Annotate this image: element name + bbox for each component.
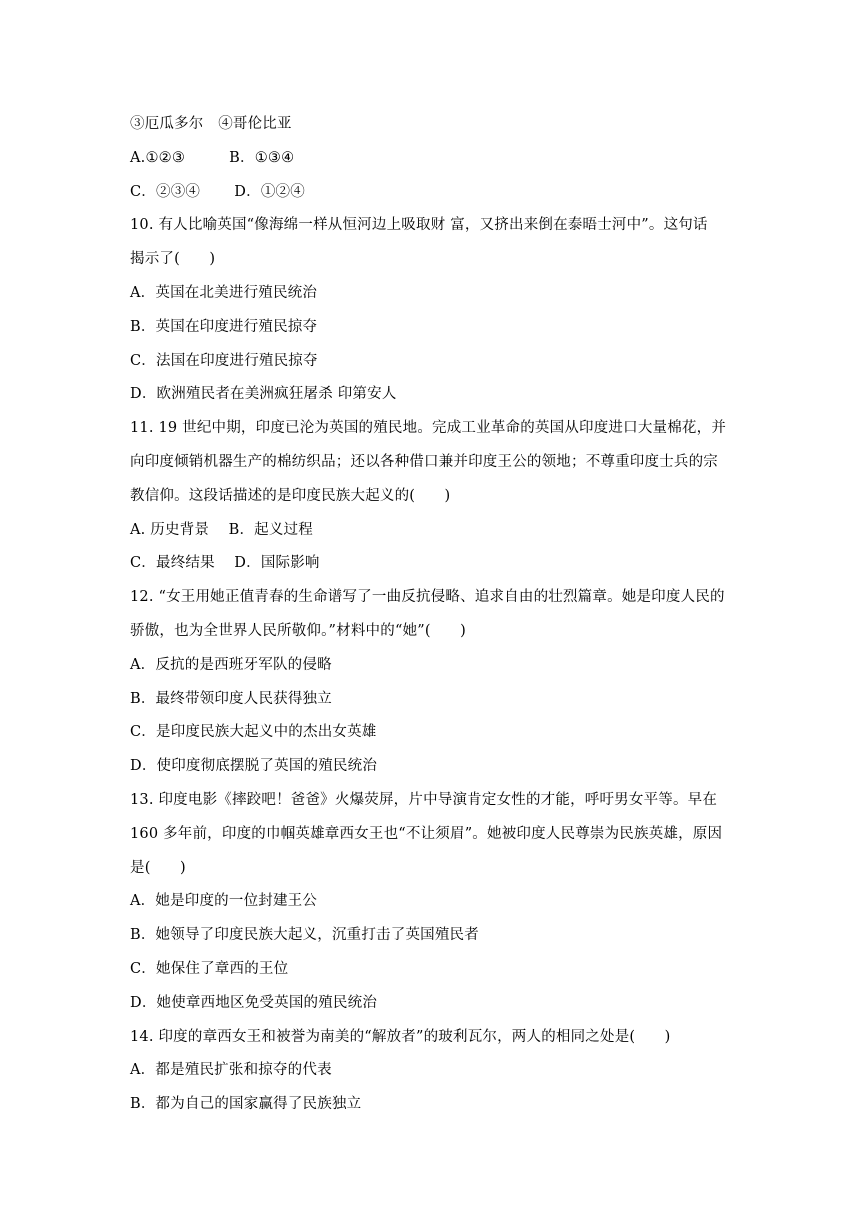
question-14-stem: 14. 印度的章西女王和被誉为南美的“解放者”的玻利瓦尔，两人的相同之处是( ) — [130, 1028, 671, 1045]
question-14-option-b: B．都为自己的国家赢得了民族独立 — [130, 1096, 362, 1113]
question-10-option-d: D．欧洲殖民者在美洲疯狂屠杀 印第安人 — [130, 386, 397, 403]
question-10-option-b: B．英国在印度进行殖民掠夺 — [130, 318, 318, 335]
question-11-stem-cont: 向印度倾销机器生产的棉纺织品；还以各种借口兼并印度王公的领地；不尊重印度士兵的宗 — [130, 453, 718, 470]
question-12-option-a: A．反抗的是西班牙军队的侵略 — [130, 656, 332, 673]
question-13-option-a: A．她是印度的一位封建王公 — [130, 893, 318, 910]
question-12-stem-cont: 骄傲，也为全世界人民所敬仰。”材料中的“她”( ) — [130, 622, 467, 639]
question-11-stem: 11. 19 世纪中期，印度已沦为英国的殖民地。完成工业革命的英国从印度进口大量棉花，并 — [130, 420, 727, 437]
question-10-option-c: C．法国在印度进行殖民掠夺 — [130, 352, 318, 369]
option-line-q9-c-d: C．②③④ D．①②④ — [130, 183, 305, 200]
question-11-stem-cont-2: 教信仰。这段话描述的是印度民族大起义的( ) — [130, 487, 451, 504]
option-line-q9-3-4: ③厄瓜多尔 ④哥伦比亚 — [130, 116, 292, 132]
question-10-option-a: A．英国在北美进行殖民统治 — [130, 284, 318, 301]
question-12-stem: 12. “女王用她正值青春的生命谱写了一曲反抗侵略、追求自由的壮烈篇章。她是印度人民的 — [130, 589, 725, 606]
question-10-stem-cont: 揭示了( ) — [130, 251, 216, 268]
question-13-option-b: B．她领导了印度民族大起义，沉重打击了英国殖民者 — [130, 927, 479, 944]
question-13-stem-cont-2: 是( ) — [130, 859, 186, 876]
question-12-option-d: D．使印度彻底摆脱了英国的殖民统治 — [130, 758, 378, 775]
question-14-option-a: A．都是殖民扩张和掠夺的代表 — [130, 1062, 332, 1079]
question-12-option-c: C．是印度民族大起义中的杰出女英雄 — [130, 724, 377, 741]
question-12-option-b: B．最终带领印度人民获得独立 — [130, 690, 332, 707]
question-11-options-c-d: C．最终结果 D．国际影响 — [130, 555, 320, 572]
option-line-q9-a-b: A.①②③ B．①③④ — [130, 149, 295, 166]
question-13-stem-cont: 160 多年前，印度的巾帼英雄章西女王也“不让须眉”。她被印度人民尊崇为民族英雄，原因 — [130, 825, 723, 842]
question-11-options-a-b: A. 历史背景 B．起义过程 — [130, 521, 313, 538]
question-13-option-d: D．她使章西地区免受英国的殖民统治 — [130, 994, 378, 1011]
question-10-stem: 10. 有人比喻英国“像海绵一样从恒河边上吸取财 富，又挤出来倒在泰晤士河中”。这句话 — [130, 217, 708, 234]
question-13-option-c: C．她保住了章西的王位 — [130, 960, 289, 977]
question-13-stem: 13. 印度电影《摔跤吧！爸爸》火爆荧屏，片中导演肯定女性的才能，呼吁男女平等。早在 — [130, 791, 718, 808]
question-text-block — [130, 108, 740, 1122]
